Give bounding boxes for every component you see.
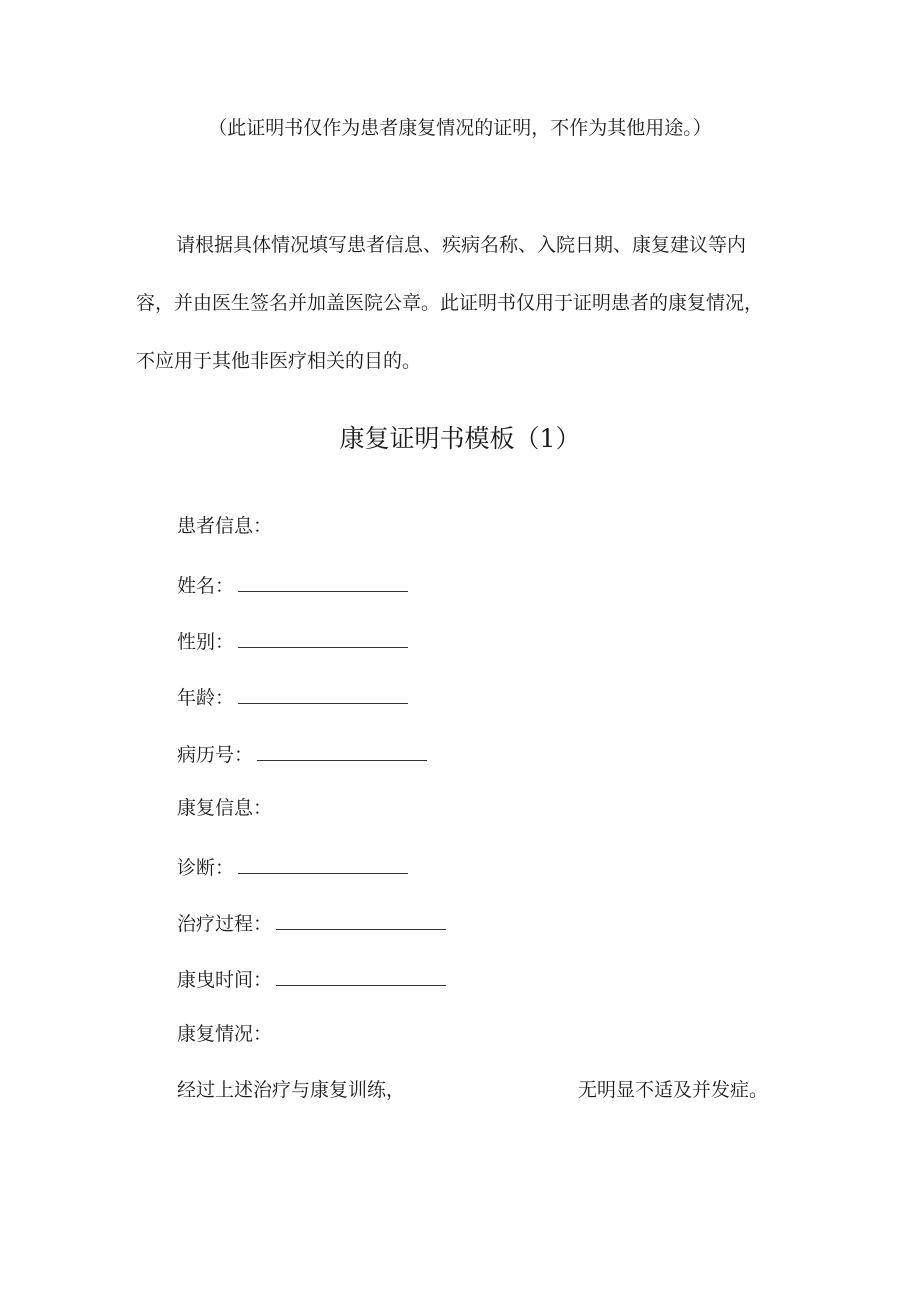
treatment-blank[interactable]: [276, 907, 446, 930]
recovery-status-heading: 康复情况：: [177, 1023, 273, 1045]
instruction-paragraph: [136, 216, 786, 390]
recovery-time-label: 康曳时间：: [177, 969, 273, 991]
diagnosis-label: 诊断：: [177, 857, 235, 879]
gender-field-row: [177, 625, 408, 655]
instruction-line-1: 请根据具体情况填写患者信息、疾病名称、入院日期、康复建议等内: [176, 234, 747, 256]
age-label: 年龄：: [177, 687, 235, 709]
patient-info-heading: 患者信息：: [177, 515, 273, 537]
conclusion-start: 经过上述治疗与康复训练，: [177, 1079, 406, 1101]
recovery-time-blank[interactable]: [276, 963, 446, 986]
diagnosis-field-row: [177, 851, 408, 881]
diagnosis-blank[interactable]: [238, 851, 408, 874]
document-title: 康复证明书模板（1）: [339, 424, 581, 453]
recovery-time-field-row: [177, 963, 446, 993]
instruction-line-3: 不应用于其他非医疗相关的目的。: [136, 350, 422, 372]
name-label: 姓名：: [177, 575, 235, 597]
record-no-blank[interactable]: [257, 738, 427, 761]
name-field-row: [177, 569, 408, 599]
name-blank[interactable]: [238, 569, 408, 592]
gender-blank[interactable]: [238, 625, 408, 648]
treatment-label: 治疗过程：: [177, 913, 273, 935]
treatment-field-row: [177, 907, 446, 937]
gender-label: 性别：: [177, 631, 235, 653]
conclusion-end: 无明显不适及并发症。: [578, 1079, 769, 1101]
instruction-line-2: 容，并由医生签名并加盖医院公章。此证明书仅用于证明患者的康复情况，: [136, 292, 764, 314]
age-field-row: [177, 681, 408, 711]
recovery-info-heading: 康复信息：: [177, 797, 273, 819]
age-blank[interactable]: [238, 681, 408, 704]
usage-note: （此证明书仅作为患者康复情况的证明，不作为其他用途。）: [208, 117, 712, 139]
record-no-label: 病历号：: [177, 744, 254, 766]
record-no-field-row: [177, 738, 427, 768]
